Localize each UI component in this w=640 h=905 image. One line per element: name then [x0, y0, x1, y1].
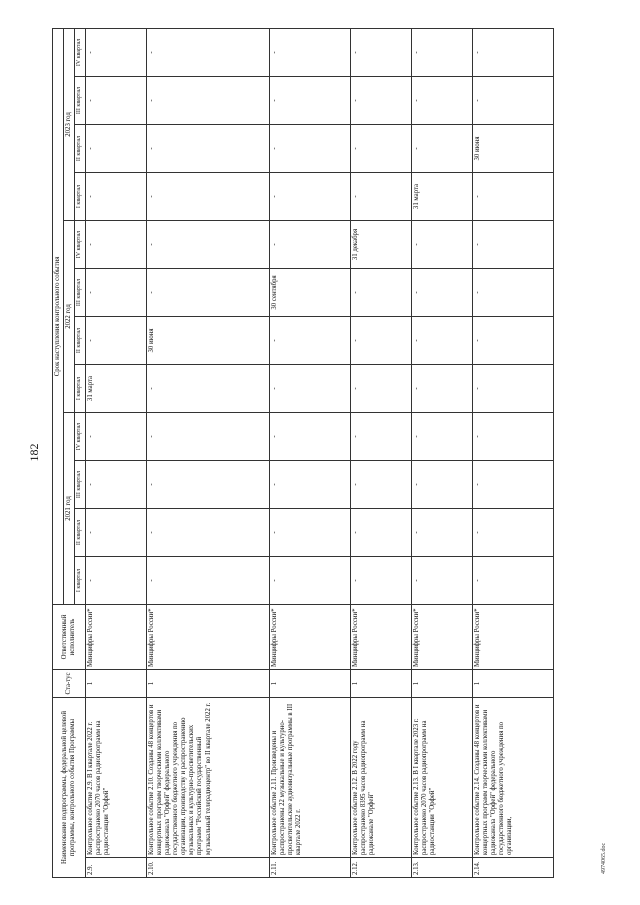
- quarter-cell: -: [85, 77, 146, 125]
- event-name: Контрольное событие 2.11. Произведены и распространены 22 музыкальные и культурно-просветительские аудиовизуальные программы в III квартале 2022 г.: [269, 698, 350, 858]
- quarter-cell: -: [472, 221, 553, 269]
- quarter-cell: -: [269, 365, 350, 413]
- header-quarter: III квартал: [75, 461, 85, 509]
- table-row: [411, 28, 472, 877]
- quarter-cell: 30 июня: [146, 317, 269, 365]
- header-quarter: II квартал: [75, 125, 85, 173]
- quarter-cell: -: [350, 173, 411, 221]
- header-quarter: II квартал: [75, 509, 85, 557]
- responsible-executor: Минцифры России*: [85, 605, 146, 670]
- quarter-cell: -: [85, 317, 146, 365]
- header-year: 2023 год: [64, 28, 75, 220]
- table-row: [350, 28, 411, 877]
- event-name: Контрольное событие 2.12. В 2022 году распространено 8395 часов радиопрограмм на радиоканале "Орфей": [350, 698, 411, 858]
- quarter-cell: -: [411, 28, 472, 76]
- row-number: 2.10.: [146, 858, 269, 878]
- quarter-cell: -: [350, 557, 411, 605]
- quarter-cell: -: [411, 317, 472, 365]
- event-status: 1: [472, 670, 553, 698]
- quarter-cell: 31 декабря: [350, 221, 411, 269]
- event-status: 1: [146, 670, 269, 698]
- quarter-cell: -: [85, 28, 146, 76]
- quarter-cell: -: [146, 365, 269, 413]
- quarter-cell: -: [85, 509, 146, 557]
- quarter-cell: -: [85, 413, 146, 461]
- table-row: [146, 28, 269, 877]
- quarter-cell: 30 сентября: [269, 269, 350, 317]
- quarter-cell: -: [411, 509, 472, 557]
- rotated-page: [27, 27, 613, 878]
- event-name: Контрольное событие 2.9. В I квартале 2022 г. распространено 2070 часов радиопрограмм на радиостанции "Орфей": [85, 698, 146, 858]
- quarter-cell: 31 марта: [411, 173, 472, 221]
- quarter-cell: -: [472, 413, 553, 461]
- event-name: Контрольное событие 2.10. Созданы 48 концертов и концертных программ творческими коллективами радиоканала "Орфей" федерального государственного бюджетного учреждения по организации, производству и распространению музыкальных и культурно-просветительских программ "Российский государственный музыкальный телерадиоцентр" во II квартале 2022 г.: [146, 698, 269, 858]
- quarter-cell: -: [146, 509, 269, 557]
- header-quarter: III квартал: [75, 77, 85, 125]
- header-quarter: I квартал: [75, 365, 85, 413]
- quarter-cell: -: [350, 365, 411, 413]
- quarter-cell: -: [85, 461, 146, 509]
- row-number: 2.9.: [85, 858, 146, 878]
- quarter-cell: -: [350, 317, 411, 365]
- quarter-cell: -: [85, 269, 146, 317]
- quarter-cell: -: [146, 269, 269, 317]
- quarter-cell: -: [269, 413, 350, 461]
- header-name: Наименование подпрограммы, федеральной целевой программы, контрольного события Программы: [53, 698, 86, 878]
- quarter-cell: -: [350, 125, 411, 173]
- quarter-cell: -: [350, 509, 411, 557]
- quarter-cell: -: [472, 461, 553, 509]
- quarter-cell: -: [146, 77, 269, 125]
- header-quarter: IV квартал: [75, 28, 85, 76]
- responsible-executor: Минцифры России*: [411, 605, 472, 670]
- quarter-cell: -: [269, 509, 350, 557]
- quarter-cell: -: [350, 28, 411, 76]
- quarter-cell: -: [269, 28, 350, 76]
- quarter-cell: -: [350, 269, 411, 317]
- quarter-cell: -: [350, 77, 411, 125]
- quarter-cell: -: [411, 269, 472, 317]
- quarter-cell: -: [472, 77, 553, 125]
- quarter-cell: -: [146, 413, 269, 461]
- quarter-cell: -: [411, 221, 472, 269]
- header-deadline: Срок наступления контрольного события: [53, 28, 64, 604]
- quarter-cell: -: [146, 557, 269, 605]
- quarter-cell: -: [411, 557, 472, 605]
- quarter-cell: -: [85, 125, 146, 173]
- event-status: 1: [411, 670, 472, 698]
- quarter-cell: -: [411, 77, 472, 125]
- quarter-cell: -: [411, 413, 472, 461]
- quarter-cell: -: [146, 461, 269, 509]
- event-status: 1: [269, 670, 350, 698]
- quarter-cell: -: [146, 221, 269, 269]
- event-name: Контрольное событие 2.13. В I квартале 2023 г. распространено 2070 часов радиопрограмм на радиостанции "Орфей": [411, 698, 472, 858]
- event-status: 1: [350, 670, 411, 698]
- responsible-executor: Минцифры России*: [269, 605, 350, 670]
- quarter-cell: 31 марта: [85, 365, 146, 413]
- quarter-cell: -: [350, 461, 411, 509]
- quarter-cell: -: [269, 557, 350, 605]
- quarter-cell: -: [411, 125, 472, 173]
- quarter-cell: -: [269, 173, 350, 221]
- quarter-cell: 30 июня: [472, 125, 553, 173]
- header-year: 2022 год: [64, 221, 75, 413]
- header-year: 2021 год: [64, 413, 75, 605]
- row-number: 2.12.: [350, 858, 411, 878]
- row-number: 2.13.: [411, 858, 472, 878]
- quarter-cell: -: [472, 509, 553, 557]
- table-row: [472, 28, 553, 877]
- table-row: [269, 28, 350, 877]
- quarter-cell: -: [146, 125, 269, 173]
- quarter-cell: -: [85, 173, 146, 221]
- header-quarter: I квартал: [75, 557, 85, 605]
- quarter-cell: -: [146, 28, 269, 76]
- quarter-cell: -: [85, 221, 146, 269]
- quarter-cell: -: [472, 269, 553, 317]
- event-status: 1: [85, 670, 146, 698]
- quarter-cell: -: [411, 461, 472, 509]
- header-quarter: I квартал: [75, 173, 85, 221]
- quarter-cell: -: [472, 365, 553, 413]
- footer-filename: 4974065.doc: [601, 842, 607, 874]
- header-status: Ста-тус: [53, 670, 86, 698]
- quarter-cell: -: [85, 557, 146, 605]
- quarter-cell: -: [269, 461, 350, 509]
- responsible-executor: Минцифры России*: [350, 605, 411, 670]
- quarter-cell: -: [269, 221, 350, 269]
- quarter-cell: -: [472, 28, 553, 76]
- responsible-executor: Минцифры России*: [472, 605, 553, 670]
- row-number: 2.14.: [472, 858, 553, 878]
- row-number: 2.11.: [269, 858, 350, 878]
- quarter-cell: -: [350, 413, 411, 461]
- quarter-cell: -: [472, 557, 553, 605]
- control-events-table: [52, 28, 554, 878]
- quarter-cell: -: [411, 365, 472, 413]
- header-quarter: II квартал: [75, 317, 85, 365]
- quarter-cell: -: [269, 317, 350, 365]
- header-quarter: IV квартал: [75, 413, 85, 461]
- event-name: Контрольное событие 2.14. Созданы 48 концертов и концертных программ творческими коллективами радиоканала "Орфей" федерального государственного бюджетного учреждения по организации,: [472, 698, 553, 858]
- header-quarter: IV квартал: [75, 221, 85, 269]
- quarter-cell: -: [269, 77, 350, 125]
- quarter-cell: -: [146, 173, 269, 221]
- header-quarter: III квартал: [75, 269, 85, 317]
- responsible-executor: Минцифры России*: [146, 605, 269, 670]
- page-number: 182: [27, 443, 41, 462]
- table-row: [85, 28, 146, 877]
- quarter-cell: -: [472, 173, 553, 221]
- quarter-cell: -: [269, 125, 350, 173]
- quarter-cell: -: [472, 317, 553, 365]
- header-responsible: Ответственный исполнитель: [53, 605, 86, 670]
